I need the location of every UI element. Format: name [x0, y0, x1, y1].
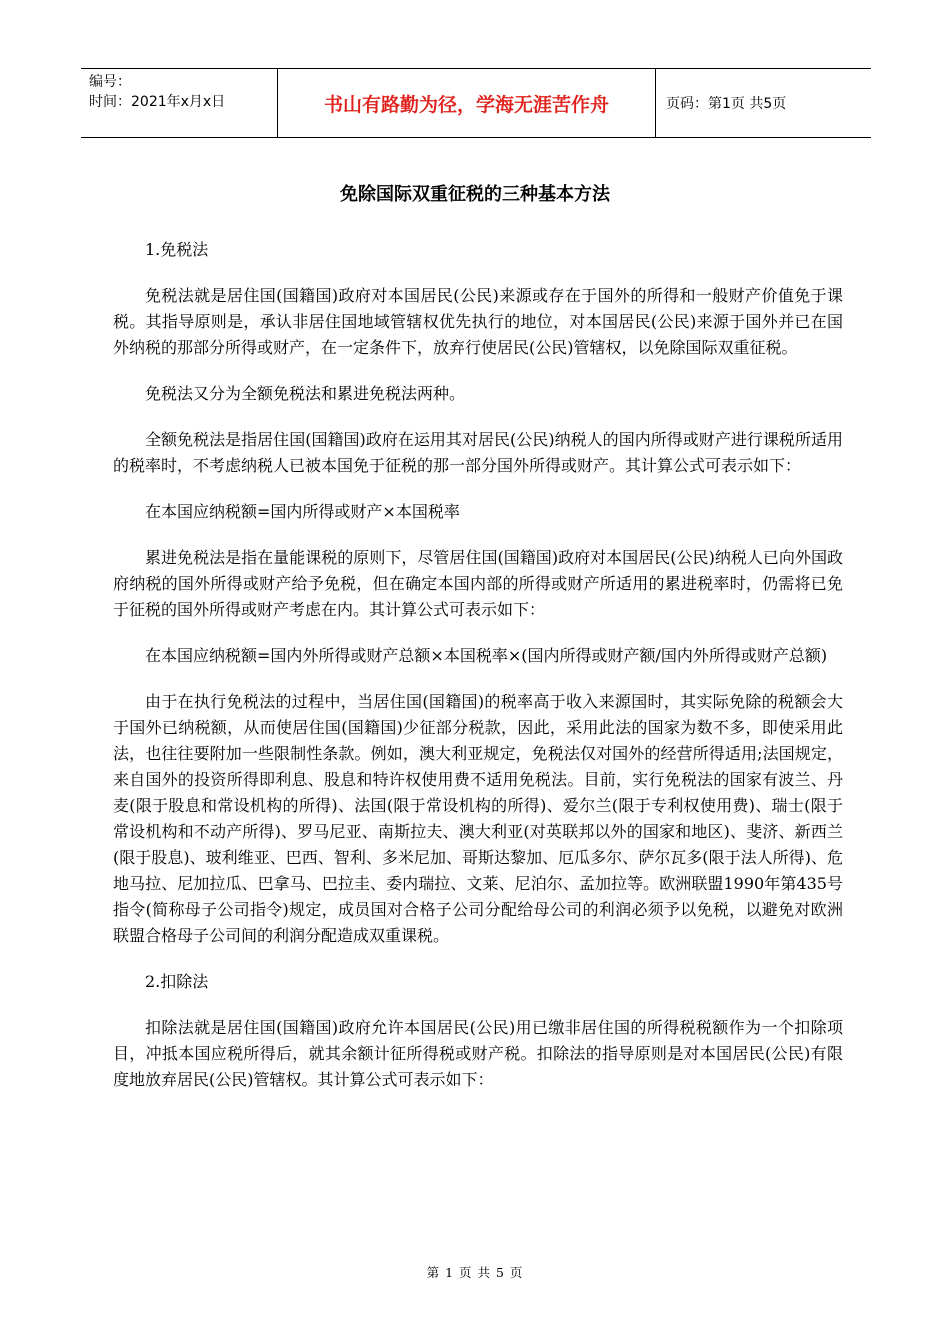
section-heading: 1.免税法: [145, 240, 209, 259]
page-info-text: 页码：第1页 共5页: [666, 96, 787, 112]
paragraph: 免税法又分为全额免税法和累进免税法两种。: [145, 384, 466, 403]
paragraph: 全额免税法是指居住国(国籍国)政府在运用其对居民(公民)纳税人的国内所得或财产进行课税所适用的税率时，不考虑纳税人已被本国免于征税的那一部分国外所得或财产。其计算公式可表示如下：: [113, 430, 843, 475]
paragraph: 累进免税法是指在量能课税的原则下，尽管居住国(国籍国)政府对本国居民(公民)纳税人已向外国政府纳税的国外所得或财产给予免税，但在确定本国内部的所得或财产所适用的累进税率时，仍需将已免于征税的国外所得或财产考虑在内。其计算公式可表示如下：: [113, 548, 843, 619]
formula: 在本国应纳税额=国内外所得或财产总额×本国税率×(国内所得或财产额/国内外所得或财产总额): [145, 646, 828, 665]
formula: 在本国应纳税额=国内所得或财产×本国税率: [145, 502, 460, 521]
header-info-cell: [81, 69, 278, 137]
paragraph: 免税法就是居住国(国籍国)政府对本国居民(公民)来源或存在于国外的所得和一般财产价值免于课税。其指导原则是，承认非居住国地域管辖权优先执行的地位，对本国居民(公民)来源于国外并已在国外纳税的那部分所得或财产，在一定条件下，放弃行使居民(公民)管辖权，以免除国际双重征税。: [113, 286, 843, 357]
motto-text: 书山有路勤为径，学海无涯苦作舟: [323, 93, 609, 116]
paragraph: 扣除法就是居住国(国籍国)政府允许本国居民(公民)用已缴非居住国的所得税税额作为一个扣除项目，冲抵本国应税所得后，就其余额计征所得税或财产税。扣除法的指导原则是对本国居民(公民)有限度地放弃居民(公民)管辖权。其计算公式可表示如下：: [113, 1018, 843, 1089]
page-info-cell: [656, 69, 871, 137]
time-label: 时间：2021年x月x日: [89, 94, 226, 110]
document-title: 免除国际双重征税的三种基本方法: [340, 184, 610, 205]
motto-cell: [278, 69, 656, 137]
document-body: [113, 237, 843, 1113]
page-footer: 第 1 页 共 5 页: [426, 1265, 524, 1280]
paragraph: 由于在执行免税法的过程中，当居住国(国籍国)的税率高于收入来源国时，其实际免除的税额会大于国外已纳税额，从而使居住国(国籍国)少征部分税款，因此，采用此法的国家为数不多，即使采用此法，也往往要附加一些限制性条款。例如，澳大利亚规定，免税法仅对国外的经营所得适用;法国规定，来自国外的投资所得即利息、股息和特许权使用费不适用免税法。目前，实行免税法的国家有波兰、丹麦(限于股息和常设机构的所得)、法国(限于常设机构的所得)、爱尔兰(限于专利权使用费)、瑞士(限于常设机构和不动产所得)、罗马尼亚、南斯拉夫、澳大利亚(对英联邦以外的国家和地区)、斐济、新西兰(限于股息)、玻利维亚、巴西、智利、多米尼加、哥斯达黎加、厄瓜多尔、萨尔瓦多(限于法人所得)、危地马拉、尼加拉瓜、巴拿马、巴拉圭、委内瑞拉、文莱、尼泊尔、孟加拉等。欧洲联盟1990年第435号指令(简称母子公司指令)规定，成员国对合格子公司分配给母公司的利润必须予以免税，以避免对欧洲联盟合格母子公司间的利润分配造成双重课税。: [113, 692, 843, 945]
code-label: 编号：: [89, 74, 131, 90]
section-heading: 2.扣除法: [145, 972, 209, 991]
header-table: [81, 68, 871, 138]
